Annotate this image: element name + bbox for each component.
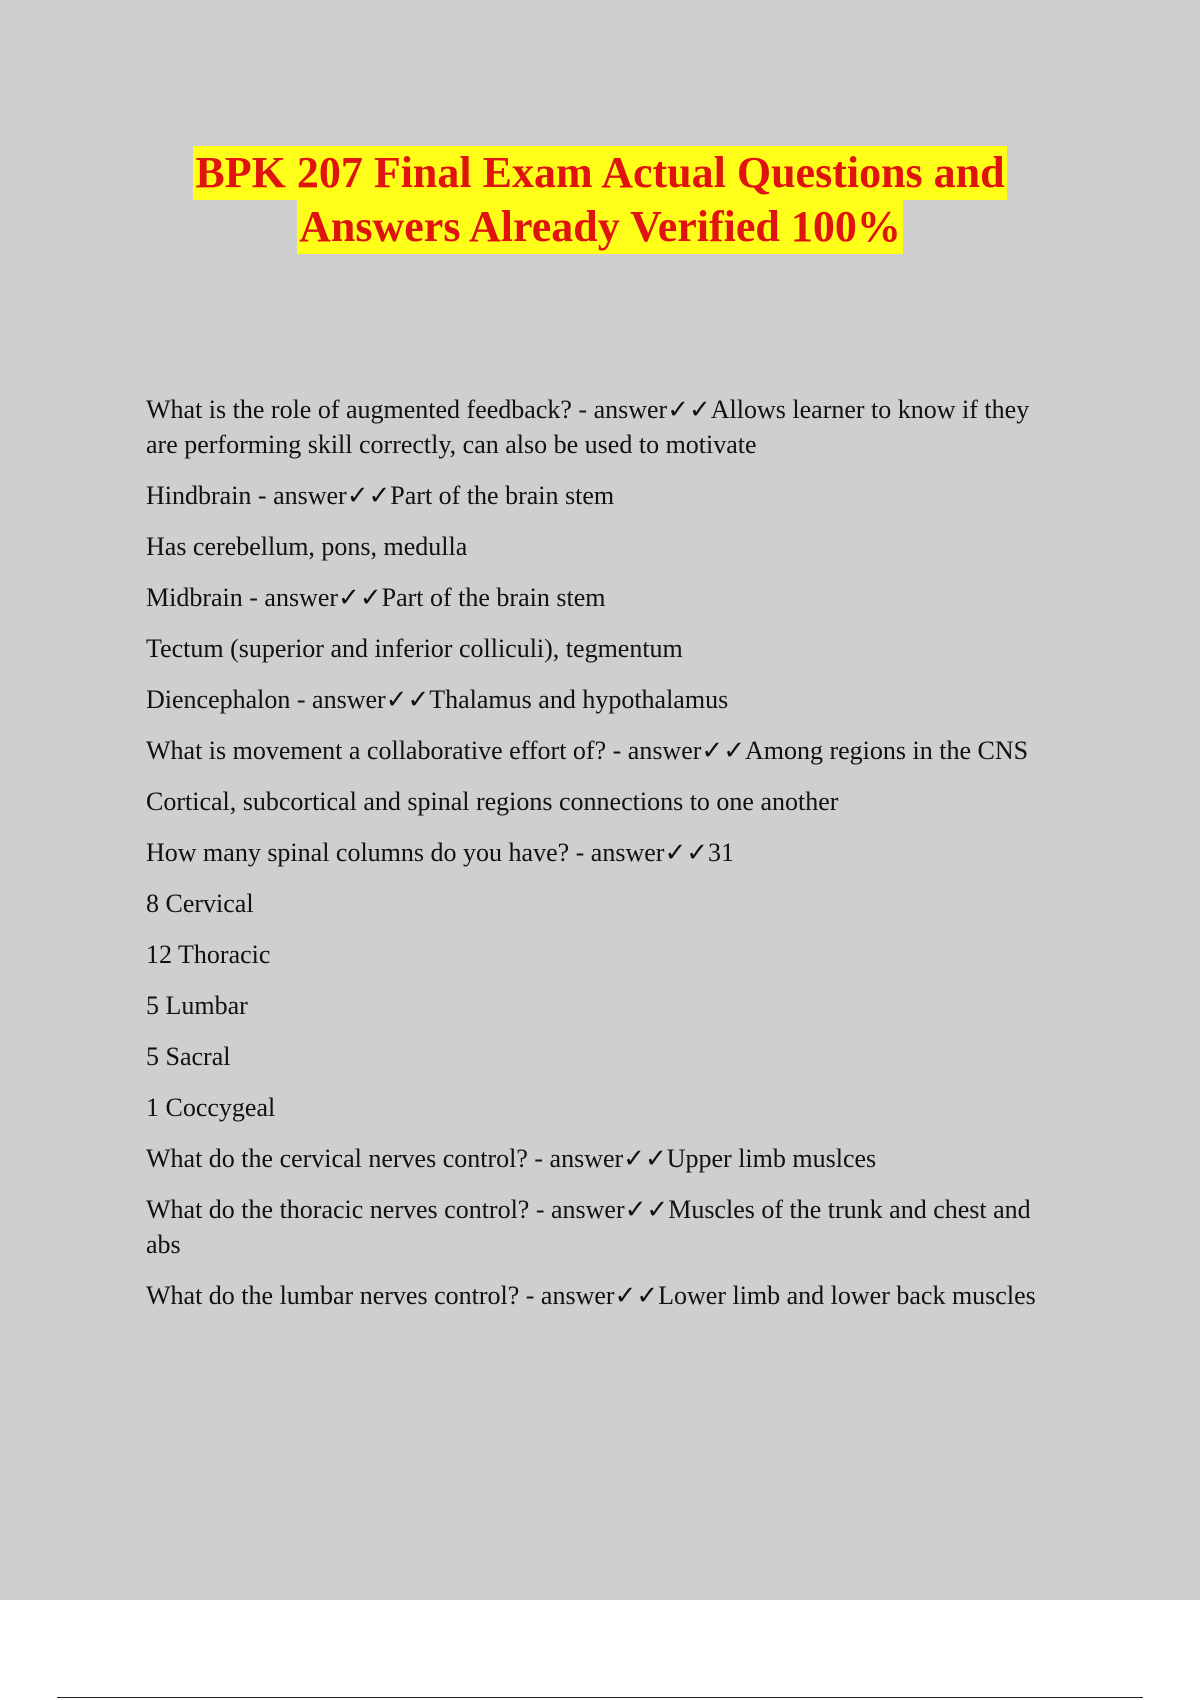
- qa-paragraph: Tectum (superior and inferior colliculi), tegmentum: [146, 634, 683, 663]
- qa-paragraph: 5 Sacral: [146, 1042, 231, 1071]
- qa-paragraph: What do the cervical nerves control? - answer✓✓Upper limb muslces: [146, 1144, 877, 1173]
- title-line-1: BPK 207 Final Exam Actual Questions and: [193, 146, 1006, 200]
- bottom-divider: [57, 1697, 1143, 1698]
- qa-paragraph: What is movement a collaborative effort of? - answer✓✓Among regions in the CNS: [146, 736, 1029, 765]
- qa-paragraph: 12 Thoracic: [146, 940, 271, 969]
- qa-paragraph: 5 Lumbar: [146, 991, 248, 1020]
- qa-paragraph: What do the lumbar nerves control? - answer✓✓Lower limb and lower back muscles: [146, 1281, 1036, 1310]
- qa-paragraph: Cortical, subcortical and spinal regions connections to one another: [146, 787, 839, 816]
- qa-paragraph: What do the thoracic nerves control? - answer✓✓Muscles of the trunk and chest and abs: [146, 1195, 1031, 1259]
- title-line-2: Answers Already Verified 100%: [297, 200, 903, 254]
- qa-paragraph: 1 Coccygeal: [146, 1093, 276, 1122]
- page-title: [0, 146, 1200, 254]
- qa-paragraph: Diencephalon - answer✓✓Thalamus and hypothalamus: [146, 685, 729, 714]
- qa-paragraph: What is the role of augmented feedback? - answer✓✓Allows learner to know if they are performing skill correctly, can also be used to motivate: [146, 395, 1030, 459]
- document-body: [146, 392, 1066, 1329]
- qa-paragraph: Midbrain - answer✓✓Part of the brain stem: [146, 583, 606, 612]
- qa-paragraph: How many spinal columns do you have? - answer✓✓31: [146, 838, 735, 867]
- qa-paragraph: Has cerebellum, pons, medulla: [146, 532, 468, 561]
- qa-paragraph: Hindbrain - answer✓✓Part of the brain stem: [146, 481, 615, 510]
- qa-paragraph: 8 Cervical: [146, 889, 254, 918]
